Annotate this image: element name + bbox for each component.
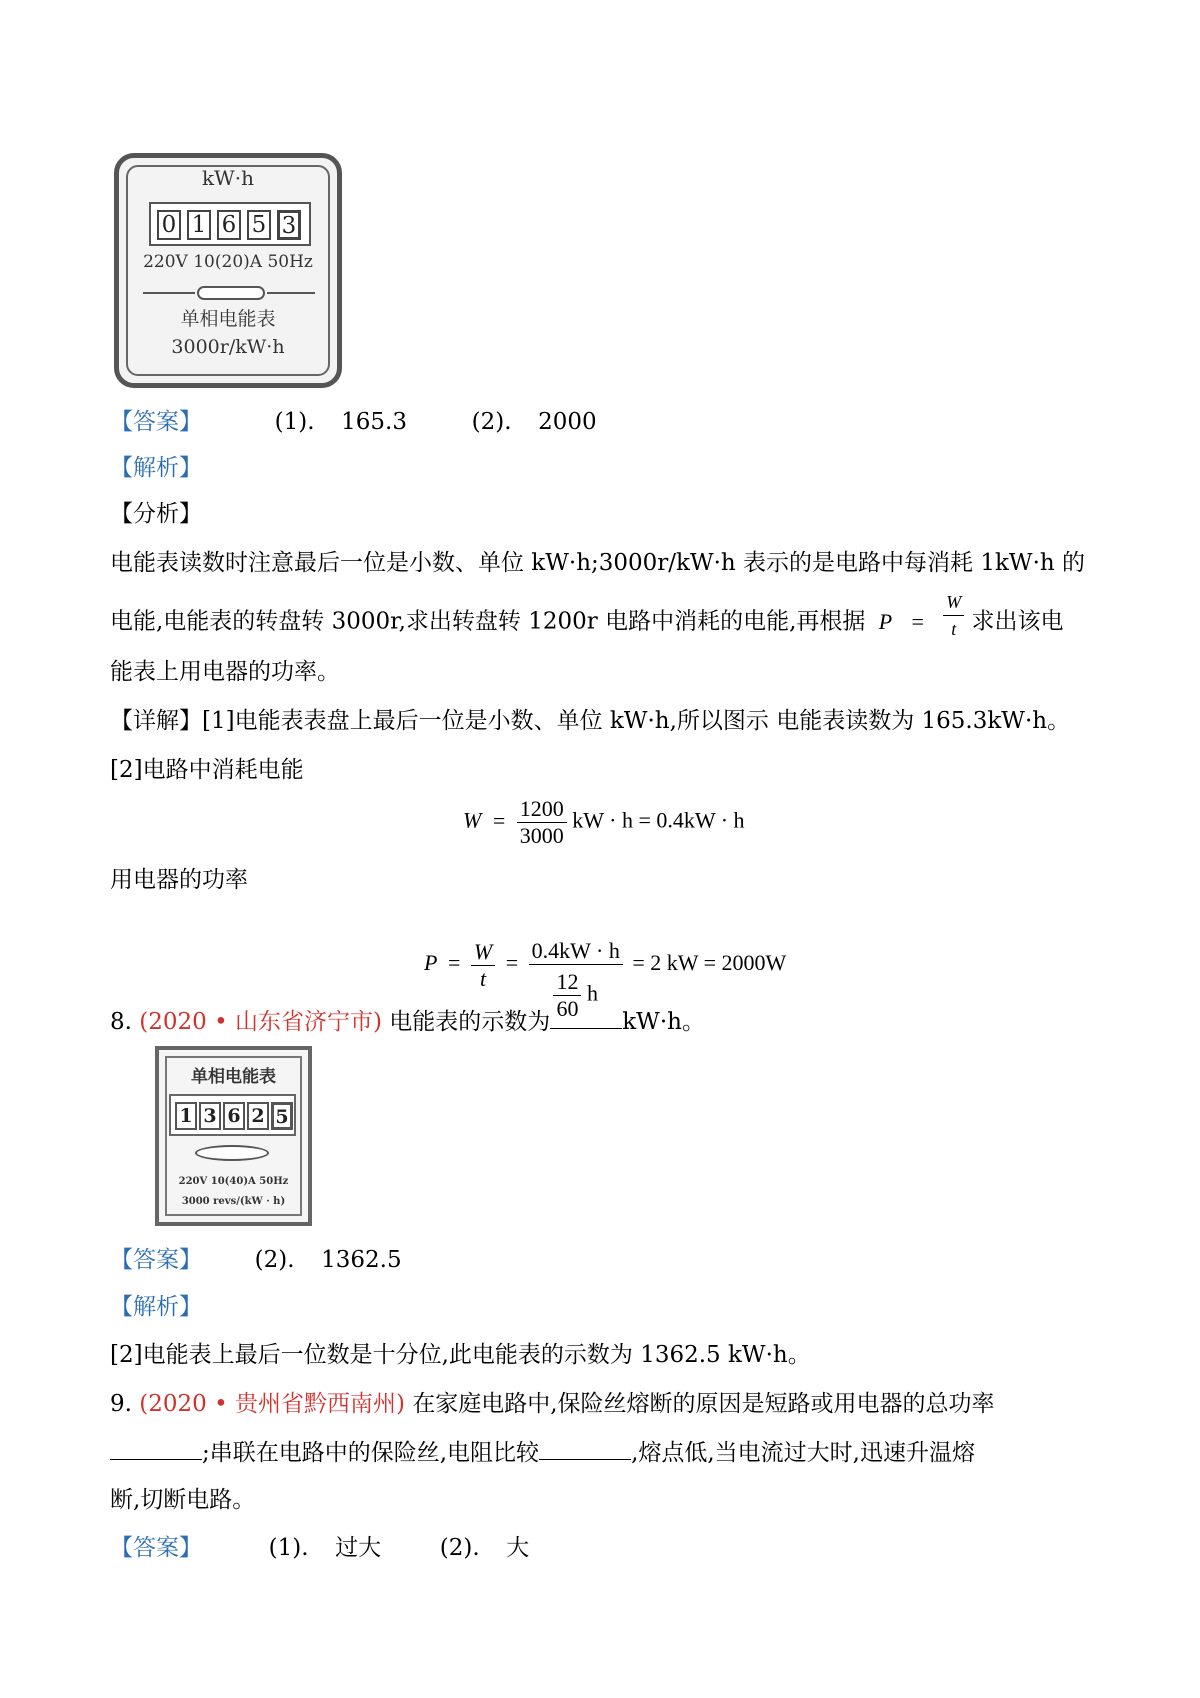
question-number: 8. xyxy=(110,1009,132,1035)
meter-name: 单相电能表 xyxy=(180,308,276,330)
fraction-denominator: t xyxy=(479,965,487,991)
answer-blank xyxy=(539,1437,631,1460)
meter-digit: 3 xyxy=(199,1102,221,1130)
answer-part-label: (1). xyxy=(268,1535,309,1561)
meter-rating: 220V 10(20)A 50Hz xyxy=(143,252,313,272)
fraction-numerator: 1200 xyxy=(517,796,567,823)
answer-line-9 xyxy=(110,1533,529,1563)
eq-rest: = 2 kW = 2000W xyxy=(632,950,787,976)
meter-name: 单相电能表 xyxy=(191,1067,276,1087)
analysis-line-1: 电能表读数时注意最后一位是小数、单位 kW·h;3000r/kW·h 表示的是电路中每消耗 1kW·h 的 xyxy=(110,550,1086,576)
eq-equals: = xyxy=(492,807,506,833)
eq-lhs: P xyxy=(424,950,438,976)
question-text: 在家庭电路中,保险丝熔断的原因是短路或用电器的总功率 xyxy=(412,1391,995,1417)
question-text: ;串联在电路中的保险丝,电阻比较 xyxy=(202,1440,540,1466)
fraction-numerator: W xyxy=(943,589,964,616)
question-text: ,熔点低,当电流过大时,迅速升温熔 xyxy=(631,1440,975,1466)
meter-rating: 220V 10(40)A 50Hz xyxy=(178,1176,289,1187)
question-text-tail: kW·h。 xyxy=(622,1009,705,1035)
answer-value: 165.3 xyxy=(341,409,407,435)
meter-digit: 5 xyxy=(247,210,271,240)
q8-explanation: [2]电能表上最后一位数是十分位,此电能表的示数为 1362.5 kW·h。 xyxy=(110,1342,811,1368)
fraction-denominator: 3000 xyxy=(519,823,564,848)
analysis-line-2-text: 电能,电能表的转盘转 3000r,求出转盘转 1200r 电路中消耗的电能,再根据 xyxy=(110,608,866,635)
meter-dial xyxy=(195,1145,269,1161)
meter-digit: 2 xyxy=(247,1102,269,1130)
meter-digit: 1 xyxy=(175,1102,197,1130)
inner-denominator: 60 xyxy=(556,996,579,1021)
formula-equals: = xyxy=(911,608,924,634)
detail-line-3: 用电器的功率 xyxy=(110,867,248,893)
inner-unit: h xyxy=(586,980,598,1006)
answer-part-label: (1). xyxy=(274,409,315,435)
answer-part-label: (2). xyxy=(439,1535,480,1561)
meter-constant: 3000r/kW·h xyxy=(171,336,285,358)
meter-digit-decimal: 3 xyxy=(277,210,301,240)
meter-digit: 1 xyxy=(187,210,211,240)
answer-part-label: (2). xyxy=(254,1247,295,1273)
detail-line-2: [2]电路中消耗电能 xyxy=(110,757,304,783)
equation-energy xyxy=(463,796,745,849)
jiexi-tag: 【解析】 xyxy=(110,1294,202,1320)
eq-equals: = xyxy=(505,950,519,976)
meter-digit-window xyxy=(169,1094,296,1136)
eq-equals: = xyxy=(447,950,461,976)
meter-digit: 6 xyxy=(223,1102,245,1130)
meter-digit-decimal: 5 xyxy=(271,1102,293,1130)
answer-tag: 【答案】 xyxy=(110,1247,202,1273)
electric-meter-image-1 xyxy=(114,153,342,388)
eq-lhs: W xyxy=(463,807,482,833)
question-source: (2020 • 山东省济宁市) xyxy=(139,1009,382,1035)
fraction-numerator: W xyxy=(471,939,495,966)
answer-line-1 xyxy=(110,407,597,437)
meter-digit: 6 xyxy=(217,210,241,240)
inner-numerator: 12 xyxy=(553,969,581,996)
analysis-line-3: 能表上用电器的功率。 xyxy=(110,659,340,685)
question-8 xyxy=(110,1006,705,1037)
jiexi-tag: 【解析】 xyxy=(110,455,202,481)
detail-line-1 xyxy=(110,706,1070,736)
dial-pointer-right xyxy=(267,292,315,294)
question-text: 电能表的示数为 xyxy=(389,1009,551,1035)
fraction-numerator: 0.4kW · h xyxy=(529,938,623,965)
fenxi-tag: 【分析】 xyxy=(110,501,202,527)
answer-value: 大 xyxy=(506,1535,530,1561)
question-9-line-2 xyxy=(110,1437,975,1468)
answer-value: 过大 xyxy=(335,1535,382,1561)
dial-pointer-left xyxy=(143,292,195,294)
detail-text: [1]电能表表盘上最后一位是小数、单位 kW·h,所以图示 电能表读数为 165.3kW·h。 xyxy=(202,708,1071,734)
answer-tag: 【答案】 xyxy=(110,409,202,435)
eq-rest: kW · h = 0.4kW · h xyxy=(572,807,745,833)
analysis-line-2 xyxy=(110,592,1064,642)
meter-digit-window xyxy=(149,202,311,246)
formula-lhs: P xyxy=(878,608,893,634)
answer-value: 2000 xyxy=(538,409,597,435)
answer-part-label: (2). xyxy=(471,409,512,435)
equation-power xyxy=(424,908,786,1022)
meter-dial xyxy=(197,286,265,300)
answer-blank xyxy=(550,1006,622,1029)
answer-line-8 xyxy=(110,1245,402,1275)
question-source: (2020 • 贵州省黔西南州) xyxy=(139,1391,405,1417)
analysis-line-2-tail: 求出该电 xyxy=(971,608,1064,635)
fraction-denominator: t xyxy=(951,619,957,639)
answer-value: 1362.5 xyxy=(321,1247,402,1273)
eq-fraction xyxy=(517,796,567,849)
answer-blank xyxy=(110,1437,202,1460)
detail-tag: 【详解】 xyxy=(110,708,202,734)
meter-digit: 0 xyxy=(157,210,181,240)
meter-unit-label: kW·h xyxy=(202,166,254,190)
meter-constant: 3000 revs/(kW · h) xyxy=(181,1196,286,1207)
question-number: 9. xyxy=(110,1391,132,1417)
electric-meter-image-2 xyxy=(155,1046,312,1226)
formula-fraction xyxy=(943,589,964,642)
eq-fraction-w-over-t xyxy=(471,939,495,992)
question-9-line-3: 断,切断电路。 xyxy=(110,1487,256,1513)
question-9-line-1 xyxy=(110,1389,995,1419)
answer-tag: 【答案】 xyxy=(110,1535,202,1561)
